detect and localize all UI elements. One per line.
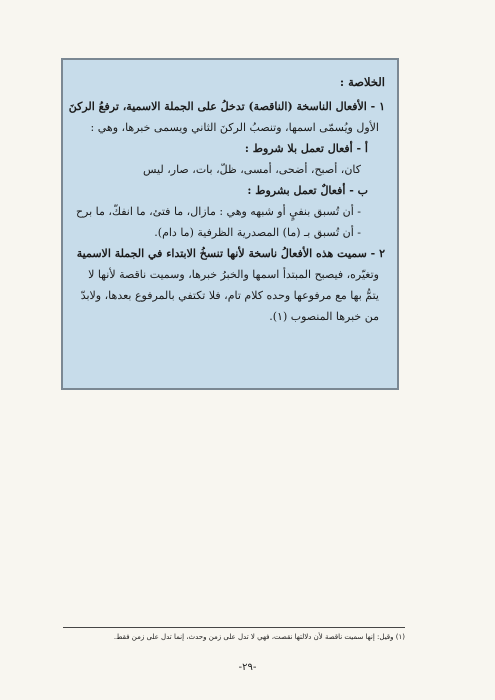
footnote-text: (١) وقيل: إنها سميت ناقصة لأن دلالتها نقصت، فهي لا تدل على زمن وحدث، إنما تدل على زمن فقط. [113,633,405,641]
page-number: -٢٩- [238,662,257,673]
summary-line-1: ١ - الأفعال الناسخة (الناقصة) تدخلُ على الجملة الاسمية، ترفعُ الركنَ [68,100,385,113]
footnote-divider [63,627,405,628]
summary-line-11: من خبرها المنصوب (١). [269,310,379,323]
summary-line-8: ٢ - سميت هذه الأفعالُ ناسخة لأنها تنسخُ الابتداء في الجملة الاسمية [76,247,385,260]
summary-line-3: أ - أفعال تعمل بلا شروط : [244,142,368,155]
summary-box [61,58,399,390]
summary-heading: الخلاصة : [339,75,385,89]
summary-line-9: وتغيّره، فيصبح المبتدأ اسمها والخبرُ خبرها، وسميت ناقصة لأنها لا [88,268,379,281]
summary-line-2: الأول ويُسمّى اسمها، وتنصبُ الركنَ الثاني ويسمى خبرها، وهي : [90,121,379,134]
summary-line-4: كان، أصبح، أضحى، أمسى، ظلّ، بات، صار، ليس [143,163,361,176]
summary-line-7: - أن تُسبق بـ (ما) المصدرية الظرفية (ما دام). [154,226,361,239]
summary-line-6: - أن تُسبق بنفيٍ أو شبهه وهي : مازال، ما فتئ، ما انفكّ، ما برح [75,205,361,218]
summary-line-5: ب - أفعالٌ تعمل بشروط : [247,184,368,197]
summary-line-10: يتمُّ بها مع مرفوعها وحده كلام تام، فلا تكتفي بالمرفوع بعدها، ولابدّ [80,289,379,302]
